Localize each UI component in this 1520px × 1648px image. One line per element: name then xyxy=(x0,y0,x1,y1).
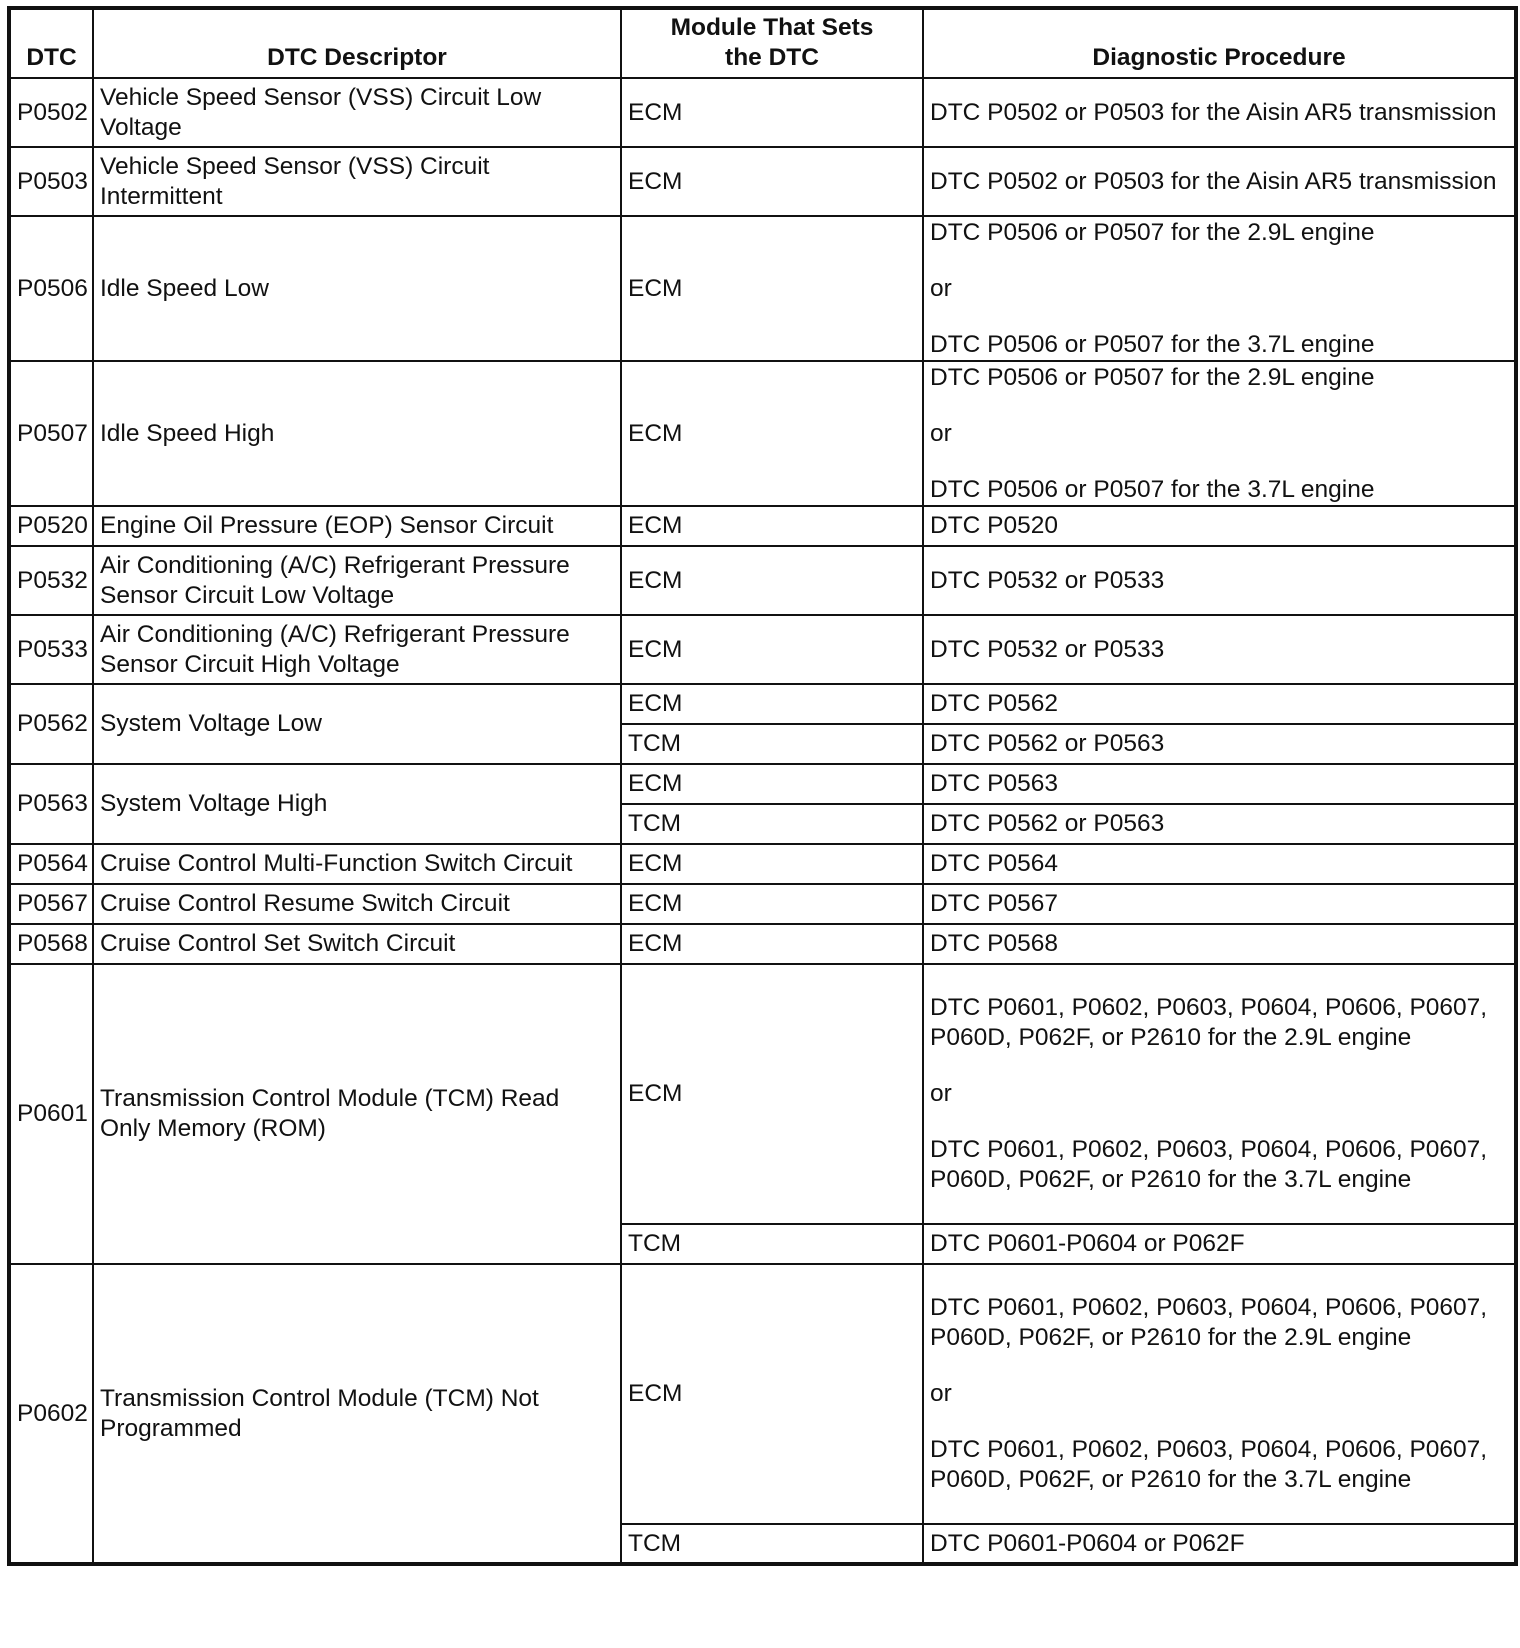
procedure-link[interactable]: DTC P0601, P0602, P0603, P0604, P0606, P0607, P060D, P062F, or P2610 for the 2.9L engine xyxy=(930,994,1488,1051)
procedure-link[interactable]: DTC P0562 or P0563 xyxy=(923,804,1516,844)
module-cell: ECM xyxy=(621,147,923,216)
table-row xyxy=(9,78,1516,147)
module-cell: ECM xyxy=(621,884,923,924)
procedure-link[interactable]: DTC P0601, P0602, P0603, P0604, P0606, P0607, P060D, P062F, or P2610 for the 3.7L engine xyxy=(930,1136,1488,1193)
module-cell: ECM xyxy=(621,78,923,147)
procedure-cell xyxy=(923,216,1516,361)
module-cell: ECM xyxy=(621,964,923,1224)
dtc-descriptor: Engine Oil Pressure (EOP) Sensor Circuit xyxy=(93,506,621,546)
table-row xyxy=(9,924,1516,964)
dtc-code: P0564 xyxy=(9,844,93,884)
dtc-descriptor: System Voltage High xyxy=(93,764,621,844)
dtc-descriptor: Vehicle Speed Sensor (VSS) Circuit Intermittent xyxy=(93,147,621,216)
dtc-code: P0568 xyxy=(9,924,93,964)
module-cell: TCM xyxy=(621,804,923,844)
spacer xyxy=(930,248,1508,274)
dtc-descriptor: Transmission Control Module (TCM) Not Programmed xyxy=(93,1264,621,1564)
table-row xyxy=(9,546,1516,615)
table-row xyxy=(9,964,1516,1224)
spacer xyxy=(930,1353,1508,1379)
procedure-link[interactable]: DTC P0520 xyxy=(923,506,1516,546)
module-cell: TCM xyxy=(621,724,923,764)
spacer xyxy=(930,1109,1508,1135)
dtc-code: P0562 xyxy=(9,684,93,764)
module-cell: ECM xyxy=(621,216,923,361)
dtc-table xyxy=(7,6,1518,1566)
procedure-link[interactable]: DTC P0506 or P0507 for the 3.7L engine xyxy=(930,475,1375,503)
spacer xyxy=(930,304,1508,330)
module-cell: ECM xyxy=(621,506,923,546)
dtc-code: P0602 xyxy=(9,1264,93,1564)
spacer xyxy=(930,449,1508,475)
procedure-link[interactable]: DTC P0601-P0604 or P062F xyxy=(923,1224,1516,1264)
procedure-link[interactable]: DTC P0502 or P0503 for the Aisin AR5 transmission xyxy=(923,147,1516,216)
procedure-link[interactable]: DTC P0562 or P0563 xyxy=(923,724,1516,764)
procedure-link[interactable]: DTC P0506 or P0507 for the 2.9L engine xyxy=(930,363,1375,391)
dtc-descriptor: Cruise Control Multi-Function Switch Circuit xyxy=(93,844,621,884)
dtc-code: P0503 xyxy=(9,147,93,216)
procedure-link[interactable]: DTC P0506 or P0507 for the 2.9L engine xyxy=(930,218,1375,246)
table-row xyxy=(9,506,1516,546)
procedure-link[interactable]: DTC P0563 xyxy=(923,764,1516,804)
dtc-descriptor: Vehicle Speed Sensor (VSS) Circuit Low Voltage xyxy=(93,78,621,147)
table-row xyxy=(9,684,1516,724)
module-cell: ECM xyxy=(621,844,923,884)
procedure-link[interactable]: DTC P0567 xyxy=(923,884,1516,924)
table-row xyxy=(9,216,1516,361)
procedure-link[interactable]: DTC P0601, P0602, P0603, P0604, P0606, P0607, P060D, P062F, or P2610 for the 3.7L engine xyxy=(930,1436,1488,1493)
dtc-code: P0502 xyxy=(9,78,93,147)
dtc-descriptor: System Voltage Low xyxy=(93,684,621,764)
procedure-link[interactable]: DTC P0564 xyxy=(923,844,1516,884)
dtc-code: P0532 xyxy=(9,546,93,615)
header-module: Module That Sets the DTC xyxy=(621,8,923,78)
table-row xyxy=(9,361,1516,506)
procedure-cell xyxy=(923,361,1516,506)
table-row xyxy=(9,147,1516,216)
module-cell: ECM xyxy=(621,615,923,684)
dtc-code: P0563 xyxy=(9,764,93,844)
procedure-or: or xyxy=(930,274,952,302)
module-cell: ECM xyxy=(621,1264,923,1524)
table-row xyxy=(9,1264,1516,1524)
module-cell: TCM xyxy=(621,1224,923,1264)
header-dtc: DTC xyxy=(9,8,93,78)
header-procedure: Diagnostic Procedure xyxy=(923,8,1516,78)
table-row xyxy=(9,844,1516,884)
table-row xyxy=(9,884,1516,924)
procedure-link[interactable]: DTC P0601-P0604 or P062F xyxy=(923,1524,1516,1564)
procedure-cell xyxy=(923,1264,1516,1524)
procedure-link[interactable]: DTC P0506 or P0507 for the 3.7L engine xyxy=(930,330,1375,358)
spacer xyxy=(930,1053,1508,1079)
module-cell: ECM xyxy=(621,924,923,964)
dtc-code: P0601 xyxy=(9,964,93,1264)
spacer xyxy=(930,1409,1508,1435)
table-row xyxy=(9,615,1516,684)
procedure-link[interactable]: DTC P0568 xyxy=(923,924,1516,964)
procedure-link[interactable]: DTC P0562 xyxy=(923,684,1516,724)
procedure-cell xyxy=(923,964,1516,1224)
dtc-descriptor: Transmission Control Module (TCM) Read Only Memory (ROM) xyxy=(93,964,621,1264)
module-cell: ECM xyxy=(621,764,923,804)
dtc-code: P0507 xyxy=(9,361,93,506)
procedure-or: or xyxy=(930,1080,952,1107)
module-cell: ECM xyxy=(621,684,923,724)
procedure-link[interactable]: DTC P0532 or P0533 xyxy=(923,615,1516,684)
procedure-or: or xyxy=(930,419,952,447)
spacer xyxy=(930,393,1508,419)
dtc-descriptor: Cruise Control Set Switch Circuit xyxy=(93,924,621,964)
table-row xyxy=(9,764,1516,804)
procedure-link[interactable]: DTC P0502 or P0503 for the Aisin AR5 transmission xyxy=(923,78,1516,147)
dtc-descriptor: Idle Speed Low xyxy=(93,216,621,361)
procedure-or: or xyxy=(930,1380,952,1407)
table-header-row xyxy=(9,8,1516,78)
procedure-link[interactable]: DTC P0532 or P0533 xyxy=(923,546,1516,615)
dtc-descriptor: Air Conditioning (A/C) Refrigerant Pressure Sensor Circuit Low Voltage xyxy=(93,546,621,615)
dtc-descriptor: Cruise Control Resume Switch Circuit xyxy=(93,884,621,924)
dtc-code: P0567 xyxy=(9,884,93,924)
dtc-code: P0506 xyxy=(9,216,93,361)
procedure-link[interactable]: DTC P0601, P0602, P0603, P0604, P0606, P0607, P060D, P062F, or P2610 for the 2.9L engine xyxy=(930,1294,1488,1351)
dtc-descriptor: Idle Speed High xyxy=(93,361,621,506)
dtc-descriptor: Air Conditioning (A/C) Refrigerant Pressure Sensor Circuit High Voltage xyxy=(93,615,621,684)
dtc-code: P0533 xyxy=(9,615,93,684)
module-cell: ECM xyxy=(621,546,923,615)
module-cell: ECM xyxy=(621,361,923,506)
header-descriptor: DTC Descriptor xyxy=(93,8,621,78)
dtc-table-container xyxy=(7,6,1514,1566)
module-cell: TCM xyxy=(621,1524,923,1564)
dtc-code: P0520 xyxy=(9,506,93,546)
